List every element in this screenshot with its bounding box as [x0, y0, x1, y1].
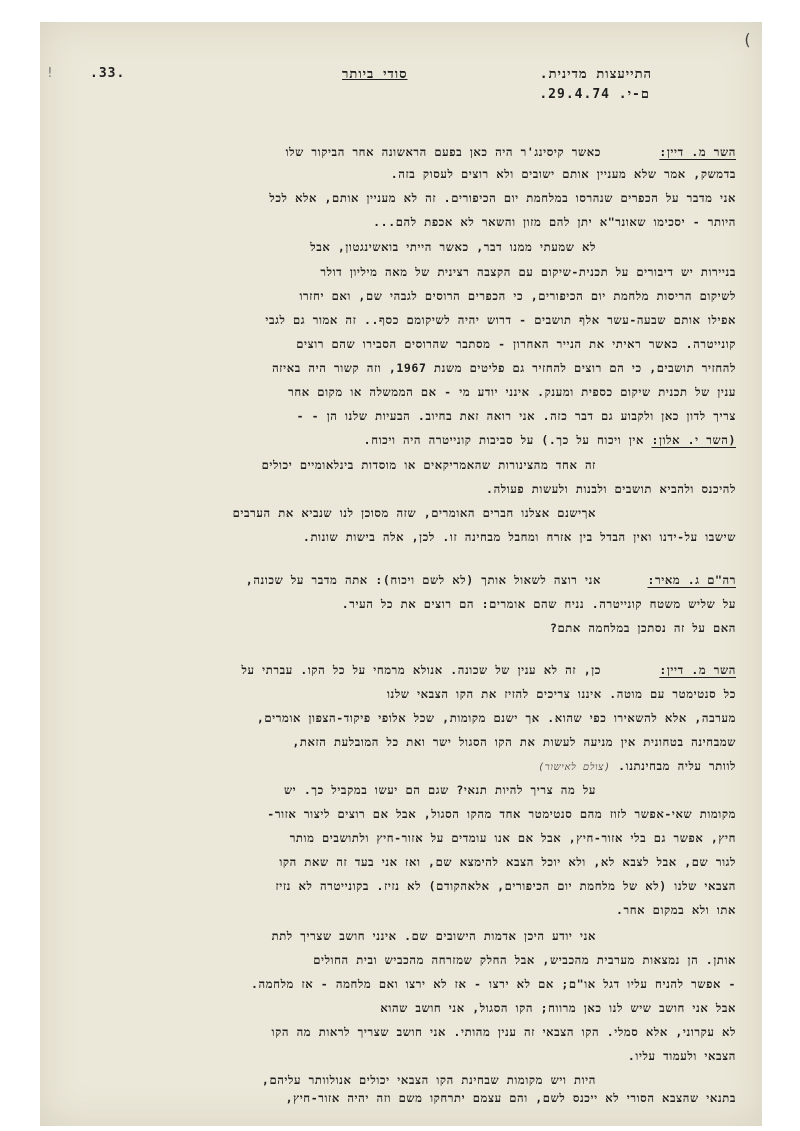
text-line: האם על זה נסתכן במלחמה אתם?	[549, 621, 736, 635]
text-line: מערבה, אלא להשאירו כפי שהוא. אך ישנם מקומות, שכל אלופי פיקוד-הצפון אומרים,	[256, 711, 736, 725]
text-line: בתנאי שהצבא הסורי לא ייכנס לשם, והם עצמם יתרחקו משם וזה יהיה אזור-חיץ,	[285, 1091, 736, 1105]
classification-label: סודי ביותר	[342, 67, 408, 82]
text-line: אני רוצה לשאול אותך (לא לשם ויכוח): אתה מדבר על שכונה,	[245, 573, 601, 587]
page-number: .33.	[90, 66, 126, 81]
text-line: מקומות שאי-אפשר לזוז מהם סנטימטר אחד מהקו הסגול, אבל אם רוצים ליצור אזור-	[267, 807, 736, 821]
text-line: אפילו אותם שבעה-עשר אלף תושבים - דרוש יהיה לשיקומם כסף.. זה אמור גם לגבי	[265, 313, 736, 327]
text-line: צריך לדון כאן ולקבוע גם דבר כזה. אני רואה זאת בחיוב. הבעיות שלנו הן - -	[296, 409, 736, 423]
interjection-text: אין ויכוח על כך.) על סביבות קונייטרה היה ויכוח.	[363, 433, 644, 447]
speaker-label-meir: רה"ם ג. מאיר:	[647, 573, 736, 587]
text-line: שמבחינה בטחונית אין מניעה לעשות את הקו הסגול ישר ואת כל המובלעת הזאת,	[292, 735, 736, 749]
handwritten-note: (צולם לאישור)	[538, 762, 611, 773]
margin-mark-left: !	[46, 66, 54, 81]
text-line: היותר - יסכימו שאונר"א יתן להם מזון והשאר לא אכפת להם...	[373, 215, 736, 229]
margin-mark-top-right: (	[742, 30, 752, 49]
text-line: קונייטרה. כאשר ראיתי את הנייר האחרון - מסתבר שהרוסים הסבירו שהם רוצים	[296, 337, 736, 351]
text-line: אותן. הן נמצאות מערבית מהכביש, אבל החלק שמזרחה מהכביש ובית החולים	[313, 953, 736, 967]
text-line: אךישנם אצלנו חברים האומרים, שזה מסוכן לנו שנביא את הערבים	[232, 506, 596, 520]
text-fragment: לוותר עליה מבחינתנו.	[618, 759, 736, 773]
speaker-label-dayan-2: השר מ. דיין:	[659, 663, 736, 677]
text-line: ענין של תכנית שיקום כספית ומענק. אינני יודע מי - אם הממשלה או מקום אחר	[288, 385, 736, 399]
text-line: להחזיר תושבים, כי הם רוצים להחזיר גם פליטים משנת 1967, וזה קשור היה באיזה	[272, 361, 736, 375]
text-line: אני מדבר על הכפרים שנהרסו במלחמת יום הכיפורים. זה לא מעניין אותם, אלא לכל	[269, 191, 736, 205]
text-line: בדמשק, אמר שלא מעניין אותם ישובים ולא רוצים לעסוק בזה.	[390, 167, 736, 181]
text-line: זה אחד מהצינורות שהאמריקאים או מוסדות בינלאומיים יכולים	[261, 458, 596, 472]
document-page	[40, 22, 762, 1126]
text-line: הצבאי ולעמוד עליו.	[627, 1049, 736, 1063]
text-line: היות ויש מקומות שבחינת הקו הצבאי יכולים אנולוותר עליהם,	[261, 1073, 596, 1087]
document-date: .29.4.74 .ם-י	[539, 87, 650, 102]
text-line: כל סנטימטר עם מוטה. איננו צריכים להזיז את הקו הצבאי שלנו	[386, 687, 736, 701]
text-line: להיכנס ולהביא תושבים ולבנות ולעשות פעולה.	[486, 482, 736, 496]
text-line-with-note	[270, 756, 736, 776]
text-line: אתו ולא במקום אחר.	[615, 903, 736, 917]
text-line: כאשר קיסינג'ר היה כאן בפעם הראשונה אחר הביקור שלו	[285, 145, 601, 159]
interjection-line	[110, 430, 736, 450]
document-title: התייעצות מדינית.	[539, 67, 652, 82]
text-line: אני יודע היכן אדמות הישובים שם. אינני חושב שצריך לתת	[271, 929, 596, 943]
speaker-label-allon: (השר י. אלון:	[651, 433, 736, 447]
text-line: על שליש משטח קונייטרה. נניח שהם אומרים: הם רוצים את כל העיר.	[341, 597, 736, 611]
text-line: כן, זה לא ענין של שכונה. אנולא מרמחי על כל הקו. עברתי על	[241, 663, 601, 677]
speaker-label-dayan: השר מ. דיין:	[659, 145, 736, 159]
text-line: חיץ, אפשר גם בלי אזור-חיץ, אבל אם אנו עומדים על אזור-חיץ ולתושבים מותר	[289, 831, 736, 845]
text-line: בניירות יש דיבורים על תכנית-שיקום עם הקצבה רצינית של מאה מיליון דולר	[320, 265, 736, 279]
text-line: - אפשר להניח עליו דגל או"ם; אם לא ירצו - אז לא ירצו ואם מלחמה - אז מלחמה.	[251, 977, 736, 991]
text-line: לא שמעתי ממנו דבר, כאשר הייתי בואשינגטון, אבל	[310, 240, 596, 254]
text-line: הצבאי שלנו (לא של מלחמת יום הכיפורים, אלאהקודם) לא נזיז. בקונייטרה לא נזיז	[275, 879, 736, 893]
text-line: אבל אני חושב שיש לנו כאן מרווח; הקו הסגול, אני חושב שהוא	[380, 1001, 736, 1015]
text-line: לא עקרוני, אלא סמלי. הקו הצבאי זה ענין מהותי. אני חושב שצריך לראות מה הקו	[271, 1025, 736, 1039]
text-line: לגור שם, אבל לצבא לא, ולא יוכל הצבא להימצא שם, ואז אני בעד זה שאת הקו	[279, 855, 736, 869]
text-line: לשיקום הריסות מלחמת יום הכיפורים, כי הכפרים הרוסים לגבהי שם, ואם יחזרו	[299, 289, 736, 303]
text-line: שישבו על-ידנו ואין הבדל בין אזרח ומחבל מבחינה זו. לכן, אלה בישות שונות.	[302, 530, 736, 544]
text-line: על מה צריך להיות תנאי? שגם הם יעשו במקביל כך. יש	[283, 783, 596, 797]
